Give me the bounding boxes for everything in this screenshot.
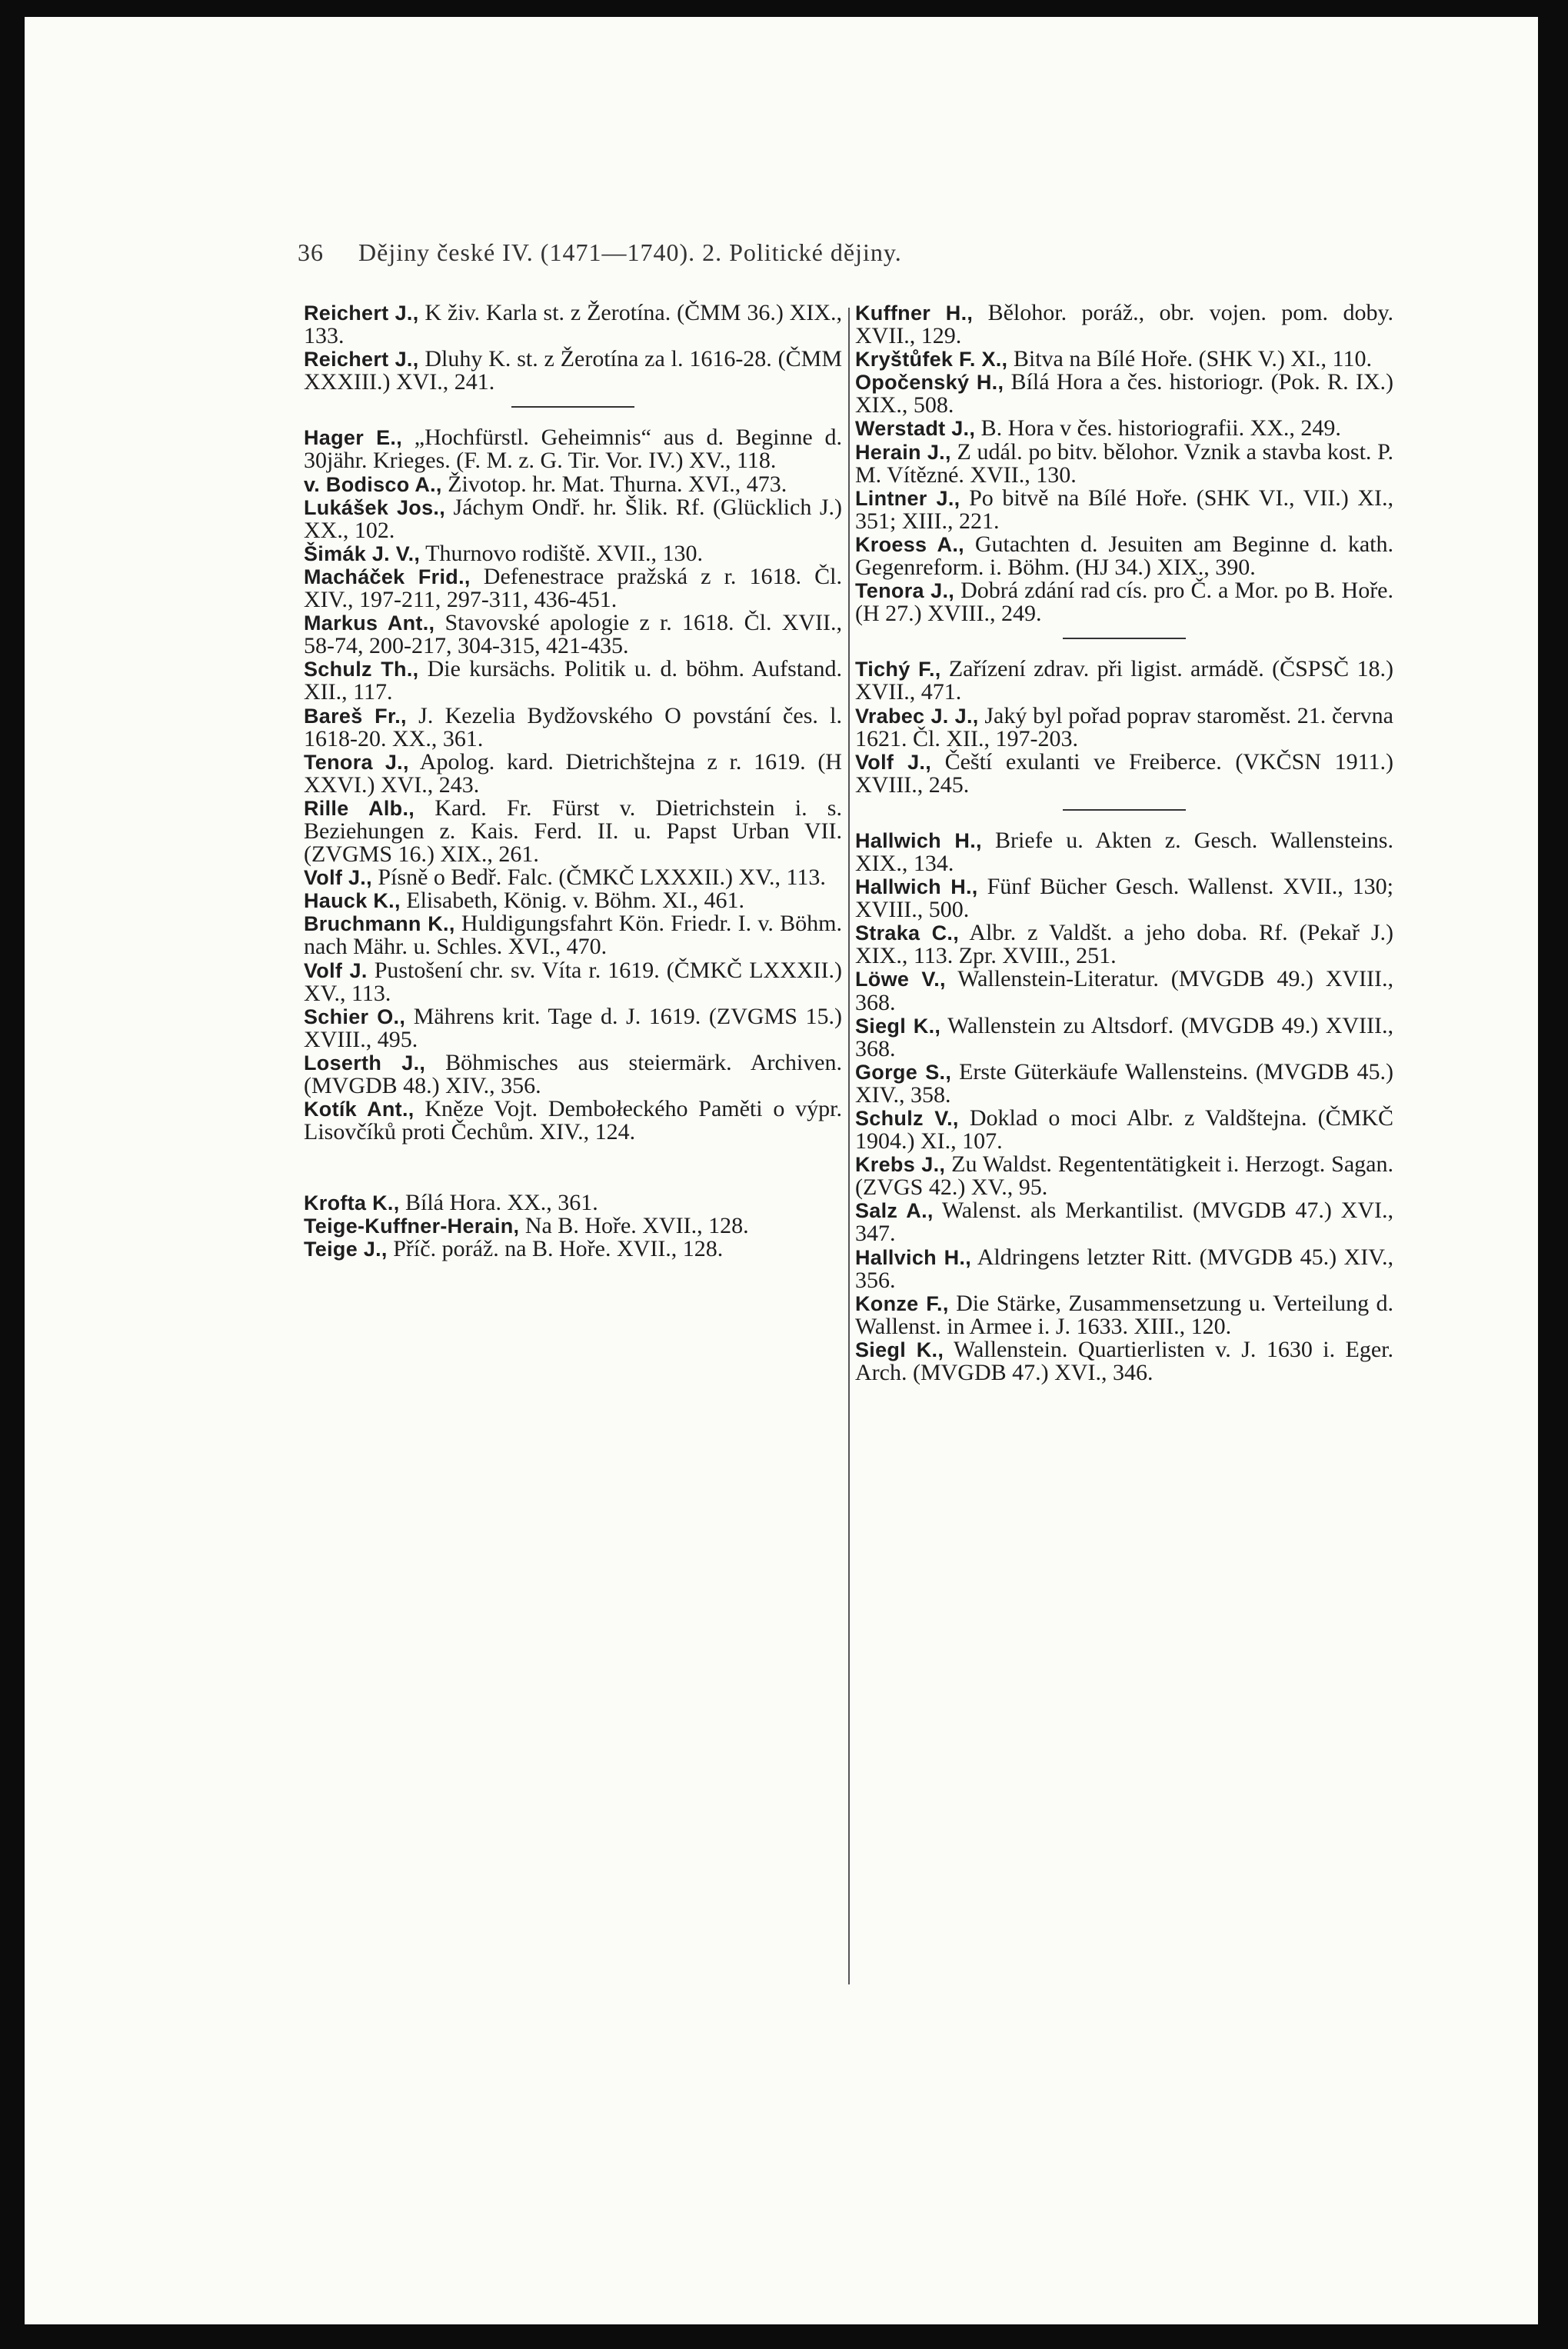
bibliography-entry (855, 748, 1393, 798)
entry-text: Písně o Bedř. Falc. (ČMKČ LXXXII.) XV., 113. (371, 865, 826, 891)
entry-text: B. Hora v čes. historiografii. XX., 249. (975, 415, 1341, 441)
bibliography-entry (855, 487, 1393, 533)
bibliography-entry (304, 658, 842, 704)
bibliography-entry (855, 302, 1393, 348)
entry-text: Doklad o moci Albr. z Valdštejna. (ČMKČ 1904.) XI., 107. (855, 1105, 1393, 1155)
bibliography-entry (304, 496, 842, 542)
entry-author: Volf J., (304, 866, 372, 890)
bibliography-entry (855, 875, 1393, 921)
entry-text: Defenestrace pražská z r. 1618. Čl. XIV., 197-211, 297-311, 436-451. (304, 563, 842, 613)
entry-author: Kuffner H., (855, 302, 974, 325)
bibliography-entry (304, 1098, 842, 1144)
entry-text: J. Kezelia Bydžovského O povstání čes. l. 1618-20. XX., 361. (304, 702, 842, 751)
entry-author: Lukášek Jos., (304, 495, 446, 519)
entry-author: Tenora J., (855, 579, 955, 603)
entry-text: Elisabeth, König. v. Böhm. XI., 461. (400, 888, 744, 914)
entry-text: Dluhy K. st. z Žerotína za l. 1616-28. (ČMM XXXIII.) XVI., 241. (304, 346, 842, 395)
entry-author: Teige J., (304, 1238, 388, 1261)
bibliography-entry (855, 1246, 1393, 1292)
entry-text: Bílá Hora. XX., 361. (399, 1190, 598, 1216)
bibliography-entry (304, 797, 842, 866)
entry-author: Gorge S., (855, 1060, 952, 1084)
bibliography-entry (855, 438, 1393, 488)
entry-text: Zařízení zdrav. při ligist. armádě. (ČSPSČ 18.) XVII., 471. (855, 656, 1393, 705)
entry-text: Zu Waldst. Regententätigkeit i. Herzogt. Sagan. (ZVGS 42.) XV., 95. (855, 1151, 1393, 1201)
bibliography-entry (855, 1012, 1393, 1061)
entry-author: Herain J., (855, 440, 951, 464)
bibliography-entry (855, 371, 1393, 417)
bibliography-entry (304, 1191, 842, 1214)
entry-author: Bareš Fr., (304, 704, 407, 728)
entry-author: Löwe V., (855, 968, 946, 991)
entry-author: Lintner J., (855, 486, 960, 510)
entry-author: Salz A., (855, 1199, 934, 1223)
entry-text: Mährens krit. Tage d. J. 1619. (ZVGMS 15.) XVIII., 495. (304, 1003, 842, 1052)
entry-author: Tichý F., (855, 658, 941, 681)
bibliography-entry (304, 565, 842, 611)
entry-text: Apolog. kard. Dietrichštejna z r. 1619. (H XXVI.) XVI., 243. (304, 748, 842, 798)
entry-author: Rille Alb., (304, 796, 415, 820)
entry-text: Stavovské apologie z r. 1618. Čl. XVII., 58-74, 200-217, 304-315, 421-435. (304, 610, 843, 659)
entry-text: Walenst. als Merkantilist. (MVGDB 47.) XVI., 347. (855, 1198, 1393, 1247)
bibliography-entry (304, 959, 842, 1005)
column-divider (848, 308, 850, 1984)
section-separator (511, 406, 634, 408)
entry-author: Bruchmann K., (304, 912, 455, 936)
entry-text: Příč. poráž. na B. Hoře. XVII., 128. (387, 1236, 724, 1262)
entry-author: Reichert J., (304, 302, 419, 325)
entry-text: Wallenstein. Quartierlisten v. J. 1630 i. Eger. Arch. (MVGDB 47.) XVI., 346. (855, 1336, 1393, 1386)
entry-author: Šimák J. V., (304, 541, 421, 565)
entry-author: Hallvich H., (855, 1245, 972, 1269)
bibliography-entry (855, 533, 1393, 579)
entry-author: Schulz Th., (304, 658, 419, 681)
bibliography-entry (855, 1153, 1393, 1199)
bibliography-entry (304, 302, 842, 348)
entry-author: Volf J., (855, 750, 931, 774)
bibliography-entry (855, 348, 1393, 371)
bibliography-entry (304, 866, 842, 889)
entry-author: Loserth J., (304, 1051, 426, 1075)
bibliography-entry (304, 426, 842, 472)
entry-author: Werstadt J., (855, 417, 976, 441)
entry-text: Po bitvě na Bílé Hoře. (SHK VI., VII.) XI., 351; XIII., 221. (855, 485, 1393, 534)
entry-author: Konze F., (855, 1291, 949, 1315)
entry-author: Siegl K., (855, 1338, 944, 1361)
entry-author: Reichert J., (304, 348, 419, 372)
entry-author: Kryštůfek F. X., (855, 348, 1008, 372)
entry-author: Straka C., (855, 921, 960, 945)
entry-text: Bělohor. poráž., obr. vojen. pom. doby. XVII., 129. (855, 300, 1393, 349)
bibliography-entry (855, 1058, 1393, 1108)
entry-text: Briefe u. Akten z. Gesch. Wallensteins. XIX., 134. (855, 827, 1393, 876)
section-separator (1063, 809, 1186, 811)
bibliography-entry (855, 417, 1393, 440)
bibliography-entry (855, 658, 1393, 704)
entry-author: Tenora J., (304, 750, 409, 774)
entry-text: „Hochfürstl. Geheimnis“ aus d. Beginne d. 30jähr. Krieges. (F. M. z. G. Tir. Vor. IV.) XV., 118. (304, 425, 842, 474)
entry-author: Kotík Ant., (304, 1098, 414, 1121)
entry-author: Hallwich H., (855, 828, 982, 852)
entry-author: Hallwich H., (855, 875, 978, 899)
bibliography-entry (304, 473, 842, 496)
bibliography-entry (304, 1214, 842, 1238)
bibliography-entry (855, 921, 1393, 968)
bibliography-entry (855, 968, 1393, 1014)
entry-text: Z udál. po bitv. bělohor. Vznik a stavba kost. P. M. Vítězné. XVII., 130. (855, 438, 1393, 488)
entry-text: Wallenstein zu Altsdorf. (MVGDB 49.) XVIII., 368. (855, 1012, 1393, 1061)
entry-text: Pustošení chr. sv. Víta r. 1619. (ČMKČ LXXXII.) XV., 113. (304, 957, 842, 1006)
bibliography-entry (855, 1292, 1393, 1338)
entry-text: Thurnovo rodiště. XVII., 130. (420, 540, 703, 566)
entry-text: Böhmisches aus steiermärk. Archiven. (MVGDB 48.) XIV., 356. (304, 1049, 842, 1098)
entry-author: Hauck K., (304, 889, 401, 913)
entry-text: Čeští exulanti ve Freiberce. (VKČSN 1911.) XVIII., 245. (855, 748, 1393, 798)
entry-author: Schier O., (304, 1005, 406, 1028)
bibliography-entry (855, 829, 1393, 875)
entry-author: Teige-Kuffner-Herain, (304, 1214, 520, 1238)
entry-text: Jáchym Ondř. hr. Šlik. Rf. (Glücklich J.) XX., 102. (304, 494, 842, 543)
entry-author: Krebs J., (855, 1153, 946, 1177)
bibliography-entry (304, 1051, 842, 1098)
bibliography-entry (304, 889, 842, 912)
entry-author: Siegl K., (855, 1014, 941, 1038)
entry-text: Huldigungsfahrt Kön. Friedr. I. v. Böhm. nach Mähr. u. Schles. XVI., 470. (304, 911, 842, 960)
running-header (298, 238, 902, 267)
entry-text: Gutachten d. Jesuiten am Beginne d. kath. Gegenreform. i. Böhm. (HJ 34.) XIX., 390. (855, 531, 1393, 581)
entry-author: Macháček Frid., (304, 565, 471, 588)
entry-text: Jaký byl pořad poprav staroměst. 21. června 1621. Čl. XII., 197-203. (855, 702, 1393, 751)
entry-author: Hager E., (304, 426, 403, 450)
bibliography-entry (304, 912, 842, 958)
right-column (855, 302, 1393, 1384)
entry-author: Kroess A., (855, 532, 964, 556)
entry-text: Kard. Fr. Fürst v. Dietrichstein i. s. Beziehungen z. Kais. Ferd. II. u. Papst Urban VII. (ZVGMS 16.) XIX., 261. (304, 795, 842, 868)
entry-text: Albr. z Valdšt. a jeho doba. Rf. (Pekař J.) XIX., 113. Zpr. XVIII., 251. (855, 920, 1394, 969)
entry-author: Vrabec J. J., (855, 704, 979, 728)
bibliography-entry (304, 1005, 842, 1051)
entry-author: Schulz V., (855, 1107, 959, 1130)
left-column (304, 302, 842, 1261)
entry-text: Životop. hr. Mat. Thurna. XVI., 473. (441, 471, 787, 497)
bibliography-entry (304, 1238, 842, 1261)
bibliography-entry (855, 579, 1393, 625)
entry-text: Die kursächs. Politik u. d. böhm. Aufstand. XII., 117. (304, 656, 842, 705)
entry-text: K živ. Karla st. z Žerotína. (ČMM 36.) XIX., 133. (304, 300, 842, 349)
bibliography-entry (304, 702, 842, 751)
entry-text: Bílá Hora a čes. historiogr. (Pok. R. IX.) XIX., 508. (855, 369, 1394, 418)
entry-text: Na B. Hoře. XVII., 128. (519, 1213, 749, 1239)
entry-text: Erste Güterkäufe Wallensteins. (MVGDB 45.) XIV., 358. (855, 1058, 1393, 1108)
entry-author: Krofta K., (304, 1191, 400, 1215)
bibliography-entry (304, 748, 842, 798)
page-number: 36 (298, 238, 324, 266)
bibliography-entry (855, 702, 1393, 751)
entry-text: Dobrá zdání rad cís. pro Č. a Mor. po B. Hoře. (H 27.) XVIII., 249. (855, 578, 1393, 627)
section-separator (1063, 638, 1186, 639)
bibliography-entry (304, 611, 842, 658)
bibliography-entry (855, 1107, 1393, 1153)
entry-text: Die Stärke, Zusammensetzung u. Verteilung d. Wallenst. in Armee i. J. 1633. XIII., 120. (855, 1290, 1393, 1339)
running-title: Dějiny české IV. (1471—1740). 2. Politické dějiny. (358, 238, 902, 266)
entry-text: Wallenstein-Literatur. (MVGDB 49.) XVIII., 368. (855, 966, 1394, 1015)
entry-text: Kněze Vojt. Dembołeckého Paměti o výpr. Lisovčíků proti Čechům. XIV., 124. (304, 1096, 842, 1145)
bibliography-entry (304, 542, 842, 565)
entry-author: Markus Ant., (304, 611, 435, 635)
entry-text: Fünf Bücher Gesch. Wallenst. XVII., 130; XVIII., 500. (855, 874, 1393, 923)
entry-author: Volf J. (304, 958, 368, 982)
entry-text: Bitva na Bílé Hoře. (SHK V.) XI., 110. (1007, 346, 1372, 372)
section-gap (304, 1144, 842, 1191)
bibliography-entry (304, 348, 842, 394)
entry-text: Aldringens letzter Ritt. (MVGDB 45.) XIV., 356. (855, 1244, 1393, 1293)
entry-author: v. Bodisco A., (304, 472, 442, 496)
entry-author: Opočenský H., (855, 371, 1004, 395)
bibliography-entry (855, 1338, 1393, 1384)
bibliography-entry (855, 1199, 1393, 1245)
